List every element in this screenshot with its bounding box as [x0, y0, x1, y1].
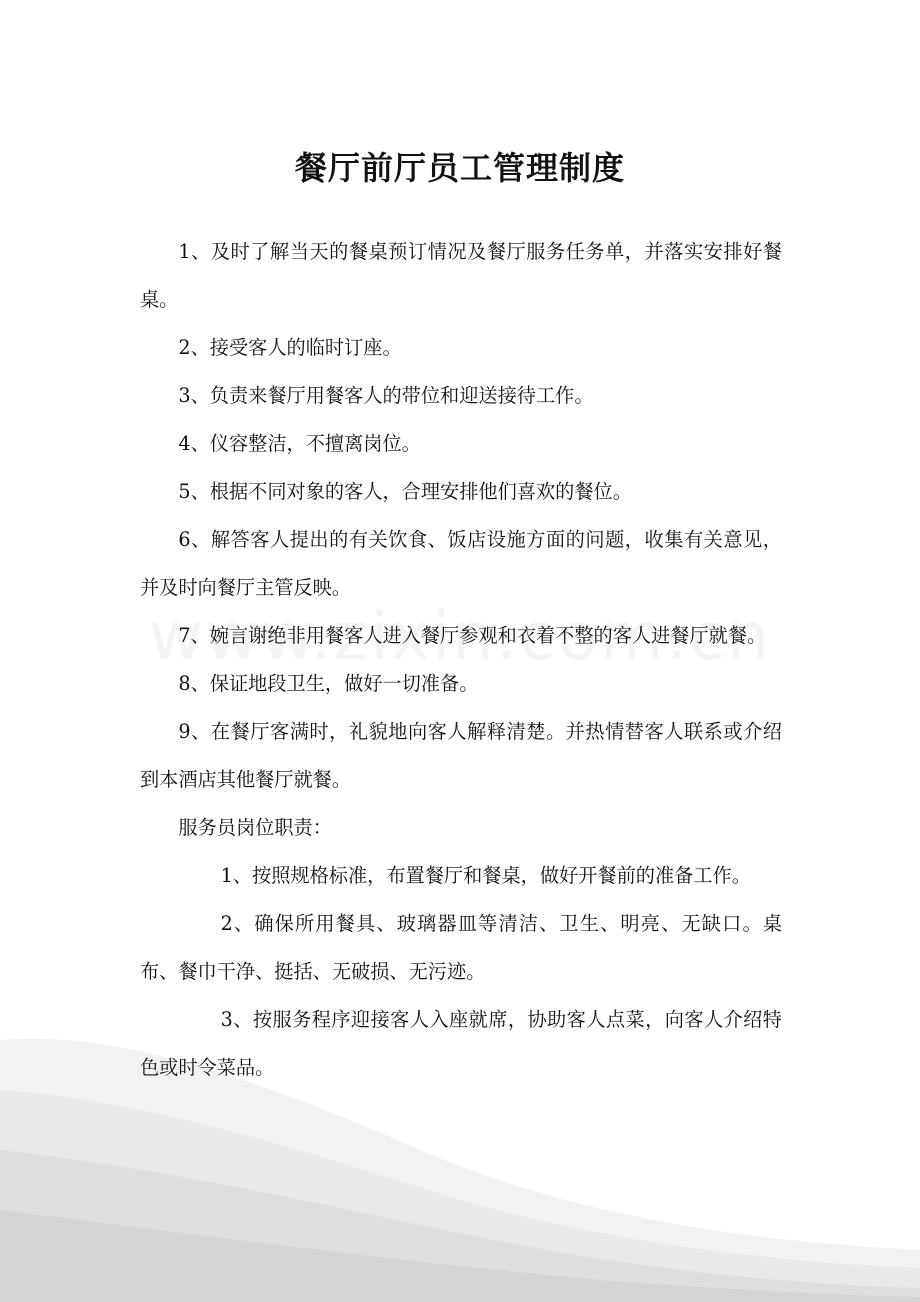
duty-paragraph-1: 1、按照规格标准，布置餐厅和餐桌，做好开餐前的准备工作。	[220, 864, 751, 887]
rule-paragraph-6: 6、解答客人提出的有关饮食、饭店设施方面的问题，收集有关意见，并及时向餐厅主管反映。	[140, 528, 782, 599]
rule-paragraph-5: 5、根据不同对象的客人，合理安排他们喜欢的餐位。	[178, 480, 632, 503]
document-body	[140, 228, 782, 1092]
duty-paragraph-3: 3、按服务程序迎接客人入座就席，协助客人点菜，向客人介绍特色或时令菜品。	[140, 1008, 782, 1079]
rule-paragraph-7: 7、婉言谢绝非用餐客人进入餐厅参观和衣着不整的客人进餐厅就餐。	[178, 624, 767, 647]
document-title: 餐厅前厅员工管理制度	[294, 149, 625, 187]
rule-paragraph-8: 8、保证地段卫生，做好一切准备。	[178, 672, 479, 695]
rule-paragraph-9: 9、在餐厅客满时，礼貌地向客人解释清楚。并热情替客人联系或介绍到本酒店其他餐厅就餐。	[140, 720, 782, 791]
rule-paragraph-2: 2、接受客人的临时订座。	[178, 336, 402, 359]
rule-paragraph-1: 1、及时了解当天的餐桌预订情况及餐厅服务任务单，并落实安排好餐桌。	[140, 240, 782, 311]
duty-paragraph-2: 2、确保所用餐具、玻璃器皿等清洁、卫生、明亮、无缺口。桌布、餐巾干净、挺括、无破损、无污迹。	[140, 912, 782, 983]
rule-paragraph-4: 4、仪容整洁，不擅离岗位。	[178, 432, 421, 455]
rule-paragraph-3: 3、负责来餐厅用餐客人的带位和迎送接待工作。	[178, 384, 594, 407]
section-heading-duties: 服务员岗位职责：	[178, 816, 332, 839]
